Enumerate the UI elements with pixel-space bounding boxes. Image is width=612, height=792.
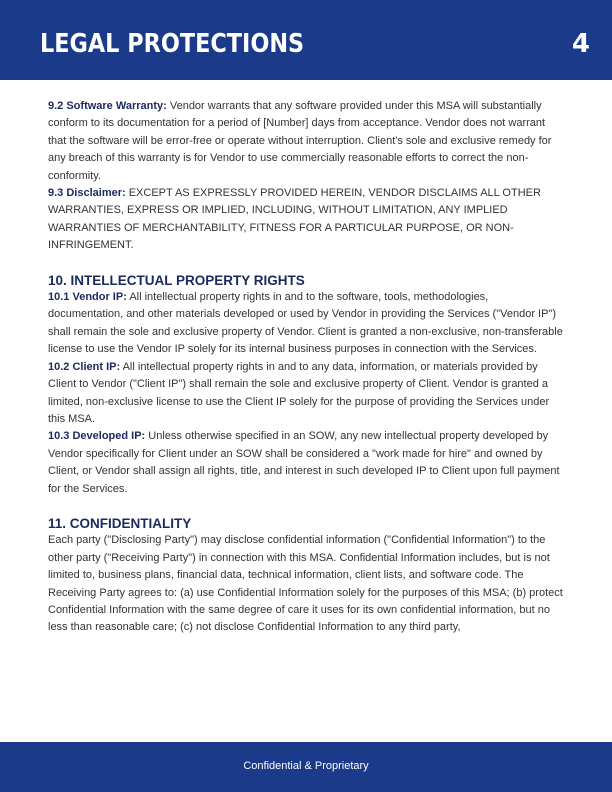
paragraph-10-2: [48, 359, 564, 429]
page-title: LEGAL PROTECTIONS: [40, 29, 305, 59]
clause-text: All intellectual property rights in and to any data, information, or materials provided by Client to Vendor ("Client IP") shall remain the sole and exclusive property of Client. Vendor is granted a limited, non-exclusive license to use the Client IP solely for the purpose of providing the Services under this MSA.: [48, 360, 550, 425]
paragraph-10-3: [48, 428, 564, 498]
section-heading-ip-rights: 10. INTELLECTUAL PROPERTY RIGHTS: [48, 272, 305, 288]
page-footer: [0, 742, 612, 792]
clause-label: 10.3 Developed IP:: [48, 430, 146, 443]
clause-text: All intellectual property rights in and to the software, tools, methodologies, documentation, and other materials developed or used by Vendor in providing the Services ("Vendor IP") shall remain the sole and exclusive property of Vendor. Client is granted a non-exclusive, non-transferable license to use the Vendor IP solely for its internal business purposes in connection with the Services.: [48, 291, 563, 356]
page-header: [0, 0, 612, 80]
clause-label: 10.1 Vendor IP:: [48, 291, 127, 304]
section-heading-confidentiality: 11. CONFIDENTIALITY: [48, 515, 192, 531]
clause-label: 10.2 Client IP:: [48, 360, 121, 373]
clause-text: EXCEPT AS EXPRESSLY PROVIDED HEREIN, VENDOR DISCLAIMS ALL OTHER WARRANTIES, EXPRESS OR IMPLIED, INCLUDING, WITHOUT LIMITATION, ANY IMPLIED WARRANTIES OF MERCHANTABILITY, FITNESS FOR A PARTICULAR PURPOSE, OR NON-INFRINGEMENT.: [48, 187, 541, 252]
clause-text: Vendor warrants that any software provided under this MSA will substantially conform to its documentation for a period of [Number] days from acceptance. Vendor does not warrant that the software will be error-free or operate without interruption. Client's sole and exclusive remedy for any breach of this warranty is for Vendor to use commercially reasonable efforts to correct the non-conformity.: [48, 100, 552, 182]
paragraph-9-2: [48, 98, 564, 185]
paragraph-10-1: [48, 289, 564, 359]
document-body: [48, 98, 564, 637]
paragraph-11-1: Each party ("Disclosing Party") may disclose confidential information ("Confidential Information") to the other party ("Receiving Party") in connection with this MSA. Confidential Information includes, but is not limited to, business plans, financial data, technical information, client lists, and software code. The Receiving Party agrees to: (a) use Confidential Information solely for the purposes of this MSA; (b) protect Confidential Information with the same degree of care it uses for its own confidential information, but no less than reasonable care; (c) not disclose Confidential Information to any third party,: [48, 534, 563, 634]
page-number: 4: [571, 29, 590, 59]
footer-confidential-label: Confidential & Proprietary: [243, 760, 369, 772]
clause-label: 9.3 Disclaimer:: [48, 187, 126, 200]
paragraph-9-3: [48, 185, 564, 255]
clause-label: 9.2 Software Warranty:: [48, 100, 167, 112]
clause-text: Unless otherwise specified in an SOW, any new intellectual property developed by Vendor specifically for Client under an SOW shall be considered a "work made for hire" and owned by Client, or Vendor shall assign all rights, title, and interest in such developed IP to Client upon full payment for the Services.: [48, 430, 560, 495]
